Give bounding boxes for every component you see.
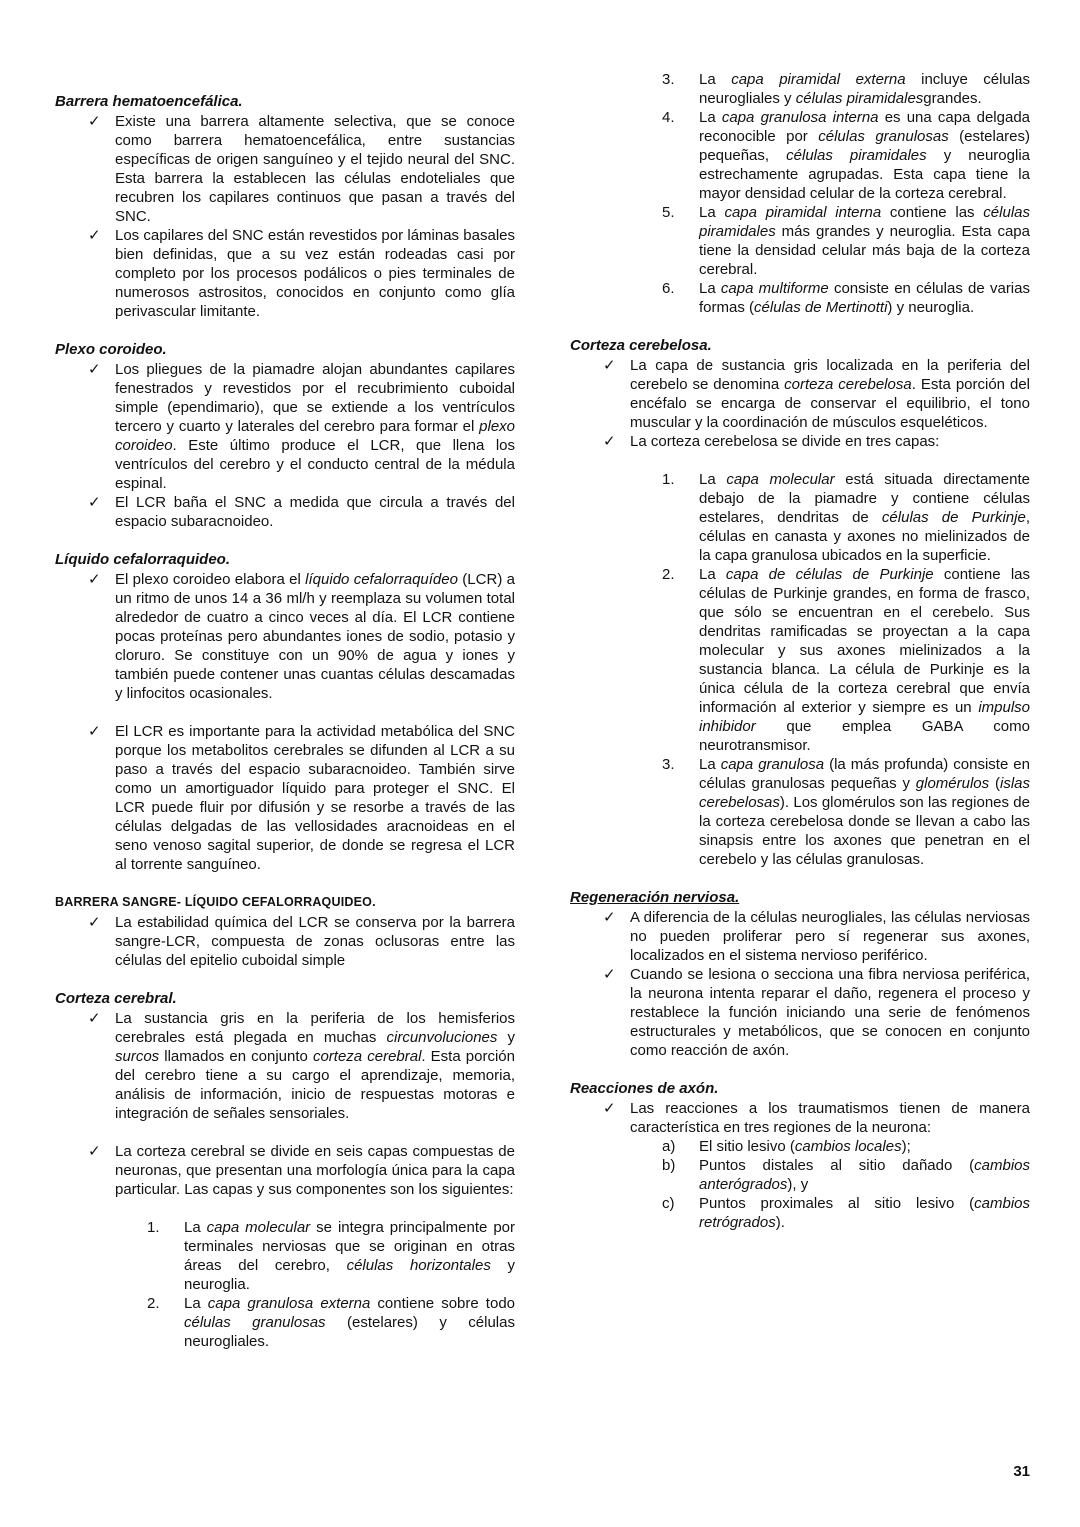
- list-marker: 1.: [147, 1219, 160, 1236]
- check-icon: ✓: [88, 571, 101, 588]
- item-text: Puntos distales al sitio dañado (cambios anterógrados), y: [699, 1157, 1030, 1193]
- bullet-item: [55, 570, 515, 703]
- check-icon: ✓: [88, 227, 101, 244]
- bullet-item: [55, 1142, 515, 1199]
- list-marker: 6.: [662, 280, 675, 297]
- item-text: La estabilidad química del LCR se conserva por la barrera sangre-LCR, compuesta de zonas oclusoras entre las células del epitelio cuboidal simple: [115, 914, 515, 969]
- section: [570, 1079, 1030, 1232]
- list-item: [570, 70, 1030, 108]
- list-item: [570, 1194, 1030, 1232]
- check-icon: ✓: [88, 113, 101, 130]
- check-icon: ✓: [88, 723, 101, 740]
- section-heading: Plexo coroideo.: [55, 341, 167, 358]
- list-marker: a): [662, 1138, 676, 1155]
- list-marker: 4.: [662, 109, 675, 126]
- bullet-item: [55, 913, 515, 970]
- list-item: [570, 1156, 1030, 1194]
- check-icon: ✓: [603, 966, 616, 983]
- item-text: La capa multiforme consiste en células de varias formas (células de Mertinotti) y neuroglia.: [699, 280, 1030, 316]
- section-heading: Regeneración nerviosa.: [570, 889, 740, 906]
- list-marker: 5.: [662, 204, 675, 221]
- item-text: La capa molecular se integra principalmente por terminales nerviosas que se originan en otras áreas del cerebro, células horizontales y neuroglia.: [184, 1219, 516, 1293]
- list-item: [55, 1218, 515, 1294]
- check-icon: ✓: [603, 433, 616, 450]
- item-text: La capa de células de Purkinje contiene las células de Purkinje grandes, en forma de frasco, que sólo se encuentran en el cerebelo. Sus dendritas ramificadas se proyectan a la capa molecular y sus axones mielinizados a la sustancia blanca. La célula de Purkinje es la única célula de la corteza cerebral que envía información al exterior y siempre es un impulso inhibidor que emplea GABA como neurotransmisor.: [699, 566, 1030, 754]
- check-icon: ✓: [88, 914, 101, 931]
- bullet-item: [570, 908, 1030, 965]
- check-icon: ✓: [603, 1100, 616, 1117]
- list-marker: c): [662, 1195, 675, 1212]
- check-icon: ✓: [603, 909, 616, 926]
- section: [55, 340, 515, 531]
- item-text: El plexo coroideo elabora el líquido cefalorraquídeo (LCR) a un ritmo de unos 14 a 36 ml/h y reemplaza su volumen total alrededor de cuatro a cinco veces al día. El LCR contiene pocas proteínas pero abundantes iones de sodio, potasio y cloruro. Se constituye con un 90% de agua y iones y también puede contener unas cuantas células descamadas y linfocitos ocasionales.: [115, 571, 515, 702]
- list-item: [570, 755, 1030, 869]
- item-text: La capa piramidal externa incluye células neurogliales y células piramidalesgrandes.: [699, 71, 1030, 107]
- item-text: Cuando se lesiona o secciona una fibra nerviosa periférica, la neurona intenta reparar el daño, regenera el proceso y restablece la función iniciando una serie de fenómenos estructurales y metabólicos, que se conocen en conjunto como reacción de axón.: [630, 966, 1030, 1059]
- section: [55, 92, 515, 321]
- bullet-item: [55, 493, 515, 531]
- item-text: Las reacciones a los traumatismos tienen de manera característica en tres regiones de la neurona:: [630, 1100, 1030, 1136]
- item-text: A diferencia de la células neurogliales, las células nerviosas no pueden proliferar pero sí regenerar sus axones, localizados en el sistema nervioso periférico.: [630, 909, 1030, 964]
- list-marker: b): [662, 1157, 676, 1174]
- section-heading: Corteza cerebral.: [55, 990, 177, 1007]
- item-text: La corteza cerebral se divide en seis capas compuestas de neuronas, que presentan una morfología única para la capa particular. Las capas y sus componentes son los siguientes:: [115, 1143, 515, 1198]
- list-item: [570, 279, 1030, 317]
- item-text: La capa granulosa (la más profunda) consiste en células granulosas pequeñas y glomérulos (islas cerebelosas). Los glomérulos son las regiones de la corteza cerebelosa donde se llevan a cabo las sinapsis entre los axones que penetran en el cerebelo y las células granulosas.: [699, 756, 1030, 868]
- section-heading: Líquido cefalorraquideo.: [55, 551, 231, 568]
- section: [55, 550, 515, 874]
- list-item: [570, 1137, 1030, 1156]
- item-text: Los pliegues de la piamadre alojan abundantes capilares fenestrados y revestidos por el recubrimiento cuboidal simple (ependimario), que se extiende a los ventrículos tercero y cuarto y laterales del cerebro para formar el plexo coroideo. Este último produce el LCR, que llena los ventrículos del cerebro y el conducto central de la médula espinal.: [115, 361, 515, 492]
- item-text: La capa piramidal interna contiene las células piramidales más grandes y neuroglia. Esta capa tiene la densidad celular más baja de la corteza cerebral.: [699, 204, 1030, 278]
- item-text: La capa molecular está situada directamente debajo de la piamadre y contiene células estelares, dendritas de células de Purkinje, células en canasta y axones no mielinizados de la capa granulosa ubicados en la superficie.: [699, 471, 1031, 564]
- bullet-item: [55, 722, 515, 874]
- item-text: La capa granulosa externa contiene sobre todo células granulosas (estelares) y células neurogliales.: [184, 1295, 516, 1350]
- section-heading: Reacciones de axón.: [570, 1080, 719, 1097]
- list-marker: 3.: [662, 71, 675, 88]
- item-text: La sustancia gris en la periferia de los hemisferios cerebrales está plegada en muchas circunvoluciones y surcos llamados en conjunto corteza cerebral. Esta porción del cerebro tiene a su cargo el aprendizaje, memoria, análisis de información, inicio de respuestas motoras e integración de señales sensoriales.: [115, 1010, 515, 1122]
- list-marker: 2.: [662, 566, 675, 583]
- section: [55, 989, 515, 1351]
- item-text: El LCR baña el SNC a medida que circula a través del espacio subaracnoideo.: [115, 494, 515, 530]
- check-icon: ✓: [88, 1010, 101, 1027]
- bullet-item: [55, 360, 515, 493]
- item-text: El LCR es importante para la actividad metabólica del SNC porque los metabolitos cerebrales se difunden al LCR a su paso a través del espacio subaracnoideo. También sirve como un amortiguador líquido para proteger el SNC. El LCR puede fluir por difusión y se resorbe a través de las células delgadas de las vellosidades aracnoideas en el seno venoso sagital superior, de donde se regresa el LCR al torrente sanguíneo.: [115, 723, 515, 873]
- check-icon: ✓: [88, 361, 101, 378]
- list-marker: 3.: [662, 756, 675, 773]
- section: [570, 336, 1030, 869]
- item-text: La capa de sustancia gris localizada en la periferia del cerebelo se denomina corteza cerebelosa. Esta porción del encéfalo se encarga de conservar el equilibrio, el tono muscular y la coordinación de músculos esqueléticos.: [630, 357, 1030, 431]
- bullet-item: [570, 1099, 1030, 1137]
- item-text: Los capilares del SNC están revestidos por láminas basales bien definidas, que a su vez están rodeadas casi por completo por los procesos podálicos o pies terminales de numerosos astrositos, conocidos en conjunto como glía perivascular limitante.: [115, 227, 515, 320]
- list-marker: 1.: [662, 471, 675, 488]
- check-icon: ✓: [88, 1143, 101, 1160]
- page-number: 31: [1013, 1463, 1030, 1480]
- item-text: Existe una barrera altamente selectiva, que se conoce como barrera hematoencefálica, entre sustancias específicas de origen sanguíneo y el tejido neural del SNC. Esta barrera la establecen las células endoteliales que recubren los capilares continuos que pasan a través del SNC.: [115, 113, 515, 225]
- list-item: [570, 203, 1030, 279]
- item-text: Puntos proximales al sitio lesivo (cambios retrógrados).: [699, 1195, 1030, 1231]
- list-item: [570, 108, 1030, 203]
- bullet-item: [55, 226, 515, 321]
- item-text: La corteza cerebelosa se divide en tres capas:: [630, 433, 940, 450]
- section-heading: Corteza cerebelosa.: [570, 337, 712, 354]
- left-column: [55, 70, 515, 1527]
- item-text: El sitio lesivo (cambios locales);: [699, 1138, 911, 1155]
- list-item: [570, 565, 1030, 755]
- right-column: [570, 70, 1030, 1527]
- section: [570, 888, 1030, 1060]
- list-marker: 2.: [147, 1295, 160, 1312]
- bullet-item: [570, 356, 1030, 432]
- section-heading: BARRERA SANGRE- LÍQUIDO CEFALORRAQUIDEO.: [55, 895, 376, 909]
- section: [570, 70, 1030, 317]
- check-icon: ✓: [603, 357, 616, 374]
- bullet-item: [55, 112, 515, 226]
- list-item: [570, 470, 1030, 565]
- item-text: La capa granulosa interna es una capa delgada reconocible por células granulosas (estelares) pequeñas, células piramidales y neuroglia estrechamente agrupadas. Esta capa tiene la mayor densidad celular de la corteza cerebral.: [699, 109, 1031, 202]
- list-item: [55, 1294, 515, 1351]
- bullet-item: [570, 965, 1030, 1060]
- bullet-item: [570, 432, 1030, 451]
- section: [55, 893, 515, 970]
- bullet-item: [55, 1009, 515, 1123]
- check-icon: ✓: [88, 494, 101, 511]
- section-heading: Barrera hematoencefálica.: [55, 93, 243, 110]
